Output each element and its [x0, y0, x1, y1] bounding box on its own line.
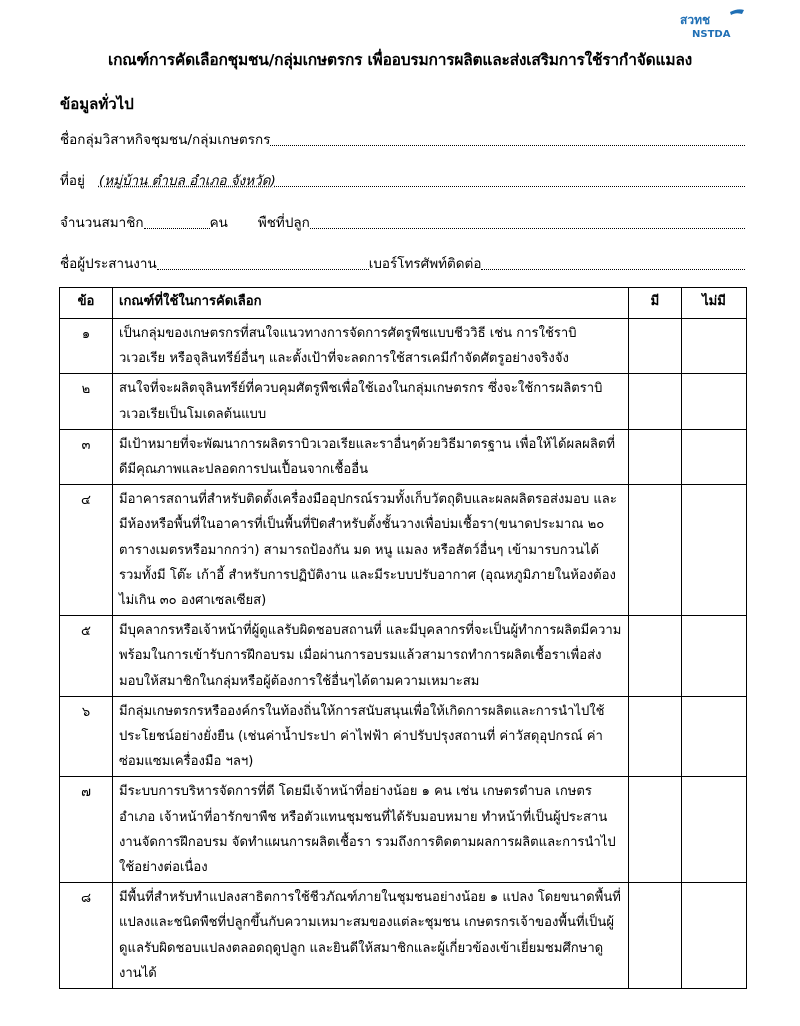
nstda-logo-icon: [678, 6, 748, 40]
yes-checkbox-cell[interactable]: [629, 616, 682, 697]
row-number: ๔: [60, 485, 113, 616]
section-title-general: ข้อมูลทั่วไป: [60, 95, 134, 113]
criteria-text: มีอาคารสถานที่สำหรับติดตั้งเครื่องมืออุปกรณ์รวมทั้งเก็บวัตถุดิบและผลผลิตรอส่งมอบ และมีห้องหรือพื้นที่ในอาคารที่เป็นพื้นที่ปิดสำหรับตั้งชั้นวางเพื่อบ่มเชื้อรา(ขนาดประมาณ ๒๐ ตารางเมตรหรือมากกว่า) สามารถป้องกัน มด หนู แมลง หรือสัตว์อื่นๆ เข้ามารบกวนได้ รวมทั้งมี โต๊ะ เก้าอี้ สำหรับการปฏิบัติงาน และมีระบบปรับอากาศ (อุณหภูมิภายในห้องต้องไม่เกิน ๓๐ องศาเซลเซียส): [113, 485, 629, 616]
table-row: [60, 777, 747, 883]
svg-text:NSTDA: NSTDA: [692, 29, 731, 40]
criteria-text: มีบุคลากรหรือเจ้าหน้าที่ผู้ดูแลรับผิดชอบสถานที่ และมีบุคลากรที่จะเป็นผู้ทำการผลิตมีความพร้อมในการเข้ารับการฝึกอบรม เมื่อผ่านการอบรมแล้วสามารถทำการผลิตเชื้อราเพื่อส่งมอบให้สมาชิกในกลุ่มหรือผู้ต้องการใช้อื่นๆได้ตามความเหมาะสม: [113, 616, 629, 697]
row-number: ๒: [60, 374, 113, 429]
members-unit: คน: [209, 215, 228, 231]
table-row: [60, 319, 747, 374]
col-header-yes: มี: [629, 288, 682, 319]
yes-checkbox-cell[interactable]: [629, 696, 682, 777]
crops-blank[interactable]: [310, 227, 745, 229]
no-checkbox-cell[interactable]: [682, 883, 747, 989]
yes-checkbox-cell[interactable]: [629, 883, 682, 989]
coordinator-phone-field: [60, 250, 745, 274]
group-name-blank[interactable]: [270, 144, 745, 146]
address-blank[interactable]: [276, 185, 745, 187]
no-checkbox-cell[interactable]: [682, 374, 747, 429]
criteria-text: เป็นกลุ่มของเกษตรกรที่สนใจแนวทางการจัดการศัตรูพืชแบบชีววิธี เช่น การใช้ราบิวเวอเรีย หรือจุลินทรีย์อื่นๆ และตั้งเป้าที่จะลดการใช้สารเคมีกำจัดศัตรูอย่างจริงจัง: [113, 319, 629, 374]
crops-label: พืชที่ปลูก: [257, 215, 310, 231]
criteria-text: มีระบบการบริหารจัดการที่ดี โดยมีเจ้าหน้าที่อย่างน้อย ๑ คน เช่น เกษตรตำบล เกษตรอำเภอ เจ้าหน้าที่อารักขาพืช หรือตัวแทนชุมชนที่ได้รับมอบหมาย ทำหน้าที่เป็นผู้ประสานงานจัดการฝึกอบรม จัดทำแผนการผลิตเชื้อรา รวมถึงการติดตามผลการผลิตและการนำไปใช้อย่างต่อเนื่อง: [113, 777, 629, 883]
page-title: เกณฑ์การคัดเลือกชุมชน/กลุ่มเกษตรกร เพื่ออบรมการผลิตและส่งเสริมการใช้รากำจัดแมลง: [107, 51, 693, 69]
col-header-criteria: เกณฑ์ที่ใช้ในการคัดเลือก: [113, 288, 629, 319]
criteria-table: [59, 287, 747, 989]
row-number: ๑: [60, 319, 113, 374]
address-field[interactable]: [60, 167, 745, 191]
address-label: ที่อยู่: [60, 173, 85, 189]
yes-checkbox-cell[interactable]: [629, 777, 682, 883]
no-checkbox-cell[interactable]: [682, 485, 747, 616]
no-checkbox-cell[interactable]: [682, 616, 747, 697]
yes-checkbox-cell[interactable]: [629, 319, 682, 374]
row-number: ๕: [60, 616, 113, 697]
coordinator-label: ชื่อผู้ประสานงาน: [60, 256, 157, 272]
criteria-text: มีพื้นที่สำหรับทำแปลงสาธิตการใช้ชีวภัณฑ์ภายในชุมชนอย่างน้อย ๑ แปลง โดยขนาดพื้นที่แปลงและชนิดพืชที่ปลูกขึ้นกับความเหมาะสมของแต่ละชุมชน เกษตรกรเจ้าของพื้นที่เป็นผู้ดูแลรับผิดชอบแปลงตลอดฤดูปลูก และยินดีให้สมาชิกและผู้เกี่ยวข้องเข้าเยี่ยมชมศึกษาดูงานได้: [113, 883, 629, 989]
row-number: ๗: [60, 777, 113, 883]
phone-blank[interactable]: [481, 268, 745, 270]
no-checkbox-cell[interactable]: [682, 319, 747, 374]
group-name-label: ชื่อกลุ่มวิสาหกิจชุมชน/กลุ่มเกษตรกร: [60, 132, 271, 148]
col-header-no-have: ไม่มี: [682, 288, 747, 319]
no-checkbox-cell[interactable]: [682, 429, 747, 484]
yes-checkbox-cell[interactable]: [629, 429, 682, 484]
criteria-text: มีเป้าหมายที่จะพัฒนาการผลิตราบิวเวอเรียและราอื่นๆด้วยวิธีมาตรฐาน เพื่อให้ได้ผลผลิตที่ดีมีคุณภาพและปลอดการปนเปื้อนจากเชื้ออื่น: [113, 429, 629, 484]
nstda-logo: [678, 6, 748, 40]
table-row: [60, 883, 747, 989]
table-row: [60, 696, 747, 777]
col-header-no: ข้อ: [60, 288, 113, 319]
members-blank[interactable]: [144, 227, 210, 229]
members-crops-field: [60, 209, 745, 233]
table-row: [60, 374, 747, 429]
members-label: จำนวนสมาชิก: [60, 215, 144, 231]
row-number: ๘: [60, 883, 113, 989]
row-number: ๖: [60, 696, 113, 777]
phone-label: เบอร์โทรศัพท์ติดต่อ: [368, 256, 482, 272]
coordinator-blank[interactable]: [157, 268, 369, 270]
group-name-field[interactable]: [60, 126, 745, 150]
no-checkbox-cell[interactable]: [682, 696, 747, 777]
row-number: ๓: [60, 429, 113, 484]
table-header-row: [60, 288, 747, 319]
svg-text:สวทช: สวทช: [680, 13, 711, 27]
table-row: [60, 485, 747, 616]
yes-checkbox-cell[interactable]: [629, 485, 682, 616]
criteria-text: สนใจที่จะผลิตจุลินทรีย์ที่ควบคุมศัตรูพืชเพื่อใช้เองในกลุ่มเกษตรกร ซึ่งจะใช้การผลิตราบิวเวอเรียเป็นโมเดลต้นแบบ: [113, 374, 629, 429]
address-hint: (หมู่บ้าน ตำบล อำเภอ จังหวัด): [98, 173, 276, 189]
no-checkbox-cell[interactable]: [682, 777, 747, 883]
yes-checkbox-cell[interactable]: [629, 374, 682, 429]
table-row: [60, 429, 747, 484]
criteria-table-body: [60, 319, 747, 989]
criteria-text: มีกลุ่มเกษตรกรหรือองค์กรในท้องถิ่นให้การสนับสนุนเพื่อให้เกิดการผลิตและการนำไปใช้ประโยชน์อย่างยั่งยืน (เช่นค่าน้ำประปา ค่าไฟฟ้า ค่าปรับปรุงสถานที่ ค่าวัสดุอุปกรณ์ ค่าซ่อมแซมเครื่องมือ ฯลฯ): [113, 696, 629, 777]
table-row: [60, 616, 747, 697]
